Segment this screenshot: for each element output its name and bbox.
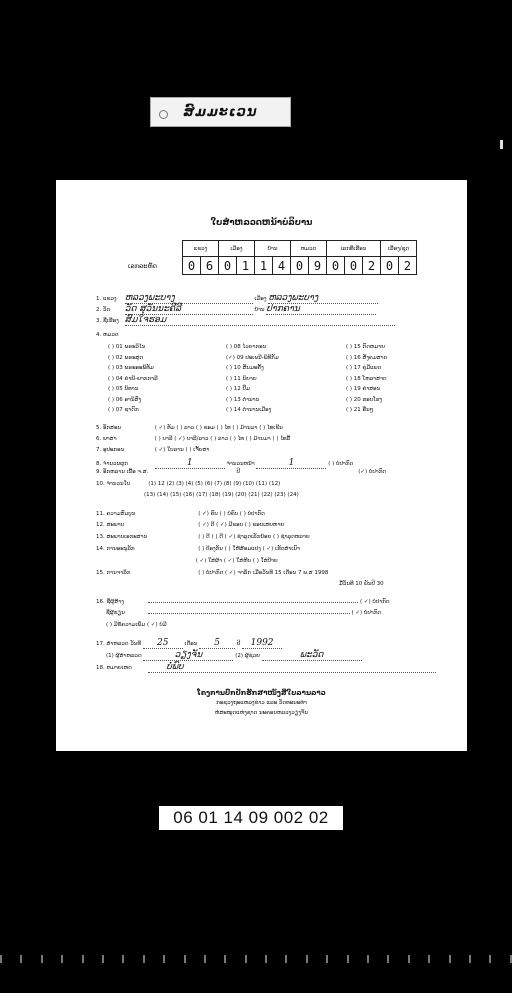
temple-value: ວັດ ສຸວັນນະຄີລີ [125, 304, 253, 315]
row-creator: 16. ຊື່ຜູ້ສ້າງ ( ✓) ບໍ່ປາກົດ [96, 599, 390, 605]
row-remarks: 18. ຫມາຍເຫດ ບໍ່ພົບ [96, 662, 436, 673]
category-option: ( ) 02 ພຣະສູດ [108, 354, 144, 361]
edge-mark [500, 140, 503, 149]
grid-header: ບ້ານ [255, 241, 291, 257]
category-option: ( ) 19 ຄຳສອນ [346, 386, 381, 392]
category-option: ( ) 06 ອານິສົງ [108, 396, 142, 403]
category-option: ( ) 03 ພຣະອະພິທັມ [108, 365, 154, 371]
category-option: ( ) 10 ສັນມະຄັ້ງ [226, 365, 264, 371]
grid-digit: 6 [201, 257, 219, 275]
row-preservation: 14. ການອະນຸລັກ ( ) ປ້ອງກັນ ( ) ໃຫ້ສ້ອມແປງ ( ✓) ເຮັດສຳເນົາ [96, 546, 301, 552]
row-title: 3. ຊື່ເຮືອງ ສົມໃຈຮອມ [96, 315, 395, 326]
row-condition: 12. ສະພາບ ( ✓) ດີ ( ✓) ມີຂອບ ( ) ຂອບເສຍຫາຍ [96, 522, 285, 528]
grid-digit: 9 [309, 257, 327, 275]
film-label-strip [150, 97, 291, 127]
survey-form [56, 180, 467, 751]
category-option: ( ) 07 ຊາດົກ [108, 407, 139, 413]
row-script: 5. ອັກສອນ ( ✓) ທັມ ( ) ລາວ ( ) ຂອມ ( ) ໄທ ( ) ມ້ານມາ ( ) ໄທເຂີນ [96, 425, 283, 431]
row-bundle-count: 8. ຈຳນວນຜູກ 1 ຈຳນວນຫນ້າ 1 ( ) ບໍ່ປາກົດ [96, 458, 354, 468]
row-surveyors: (1) ຜູ້ສຳຫລວດ ວຽງຈັນ (2) ຜູ້ຊ່ວຍ ພະວັດ [106, 650, 362, 661]
row-scribe: ຊື່ຜູ້ຂຽນ ( ✓) ບໍ່ປາກົດ [106, 610, 382, 616]
category-option: ( ) 17 ຄູ່ມືແພດ [346, 365, 382, 371]
category-option: (✓) 09 ປະເພນີ-ພິທີກັມ [226, 354, 279, 361]
row-temple: 2. ວັດ ວັດ ສຸວັນນະຄີລີ ບ້ານ ປາກຄານ [96, 304, 376, 315]
row-document-state: 13. ສະພາບເອກະສານ ( ) ດີ ( ) ດີ ( ✓) ຊຳລຸດເລັກນ້ອຍ ( ) ຊຳລຸດຫລາຍ [96, 534, 310, 540]
grid-digit: 4 [273, 257, 291, 275]
punch-hole-icon [159, 110, 168, 119]
row-category-header: 4. ຫມວດ [96, 332, 119, 338]
district-value: ຫລວງພະບາງ [268, 293, 378, 304]
title-value: ສົມໃຈຮອມ [125, 315, 395, 326]
code-grid [182, 240, 417, 275]
row-leaf-scale: (13) (14) (15) (16) (17) (18) (19) (20) (21) (22) (23) (24) [144, 492, 299, 498]
manuscript-code-label: 06 01 14 09 002 02 [159, 806, 343, 830]
grid-digit: 0 [327, 257, 345, 275]
grid-digit: 2 [399, 257, 417, 275]
category-option: ( ) 20 ຮອບໂຮງ [346, 396, 383, 403]
grid-digit: 2 [363, 257, 381, 275]
grid-header: ແຂວງ [183, 241, 219, 257]
form-title: ໃບສຳຫລວດຫນ້າບໍລິບານ [210, 218, 313, 228]
grid-header: ເມືອງ [219, 241, 255, 257]
category-option: ( ) 04 ຄຳພີ-ພາກກາລີ [108, 375, 158, 382]
grid-header: ເລກທີ່ເຮືອນ [327, 241, 381, 257]
row-survey-date: 17. ສຳຫລວດ ວັນທີ 25 ເດືອນ 5 ປີ 1992 [96, 638, 282, 649]
row-preservation-2: ( ✓) ໃສ່ຜ້າ ( ✓) ໃສ່ຫີບ ( ) ໃສ່ປ້າຍ [195, 558, 278, 564]
village-value: ປາກຄານ [266, 304, 376, 315]
row-province: 1. ແຂວງ ຫລວງພະບາງ ເມືອງ ຫລວງພະບາງ [96, 293, 378, 304]
grid-digit: 0 [291, 257, 309, 275]
grid-digit: 0 [219, 257, 237, 275]
province-value: ຫລວງພະບາງ [125, 293, 253, 304]
film-edge-marks [0, 955, 512, 969]
row-inscription-year: ມື້ວັນທີ 10 ພັນປີ 30 [339, 581, 384, 587]
category-option: ( ) 12 ປື້ມ [226, 386, 250, 392]
category-option: ( ) 18 ໂຫລາສາດ [346, 375, 387, 382]
row-completeness: 11. ຄວາມສົມບູນ ( ✓) ຄົບ ( ) ບໍ່ຄົບ ( ) ບໍ່ປາກົດ [96, 511, 265, 517]
grid-header: ຫມວດ [291, 241, 327, 257]
category-option: ( ) 16 ສັງຄມສາດ [346, 354, 388, 361]
footer-line-1: ກະຊວງຖະແຫລງຂ່າວ ແລະ ວັດທະນະທຳ [216, 700, 307, 706]
category-option: ( ) 05 ນິທານ [108, 386, 139, 392]
row-date: 9. ອັກຫລານ ເນື້ອ ຈ.ສ. ປີ (✓) ບໍ່ປາກົດ [96, 469, 387, 475]
grid-digit: 0 [183, 257, 201, 275]
grid-digit: 0 [381, 257, 399, 275]
label-strip-text: ສົມມະເວນ [183, 104, 258, 120]
category-option: ( ) 11 ນິຍາຍ [226, 375, 257, 382]
row-inscription: 15. ການຈາລຶກ ( ) ບໍ່ປາກົດ ( ✓) ຈາລຶກ ເມື່ອວັນທີ 15 ເດືອນ 7 ພ.ສ 1998 [96, 570, 329, 576]
category-option: ( ) 01 ພຣະວິໄນ [108, 344, 146, 350]
row-language: 6. ພາສາ ( ) ບາລີ ( ✓) ບາລີ/ລາວ ( ) ລາວ ( ) ໄທ ( ) ມ້ານມາ ( ) ໄທລື້ [96, 436, 291, 442]
row-extra-text: ( ) ມີຂໍ້ຄວາມເພີ່ມ ( ✓) ບໍ່ມີ [106, 622, 167, 628]
grid-header: ເລື່ອງ/ຊຸດ [381, 241, 417, 257]
category-option: ( ) 14 ຕຳນານເມືອງ [226, 407, 272, 413]
footer-title: ໂຄງການປົກປັກຮັກສາໜັງສືໃບລານລາວ [197, 689, 326, 697]
category-option: ( ) 08 ໄວຍາກອນ [226, 344, 267, 350]
grid-label: ເລກລະຫັດ [128, 262, 158, 270]
row-leaf-count: 10. ຈຳນວນໃບ (1) 12 (2) (3) (4) (5) (6) (7) (8) (9) (10) (11) (12) [96, 481, 281, 487]
category-option: ( ) 13 ຕຳນານ [226, 396, 260, 403]
category-option: ( ) 15 ກົດຫມາຍ [346, 344, 386, 350]
footer-line-2: ຫໍສະໝຸດແຫ່ງຊາດ ນະຄອນຫລວງວຽງຈັນ [214, 710, 309, 716]
category-option: ( ) 21 ອື່ນໆ [346, 407, 374, 413]
grid-digit: 0 [345, 257, 363, 275]
grid-digit: 1 [255, 257, 273, 275]
row-material: 7. ອຸປະກອນ ( ✓) ໃບລານ ( ) ເຈັ້ຍສາ [96, 447, 210, 453]
grid-digit: 1 [237, 257, 255, 275]
